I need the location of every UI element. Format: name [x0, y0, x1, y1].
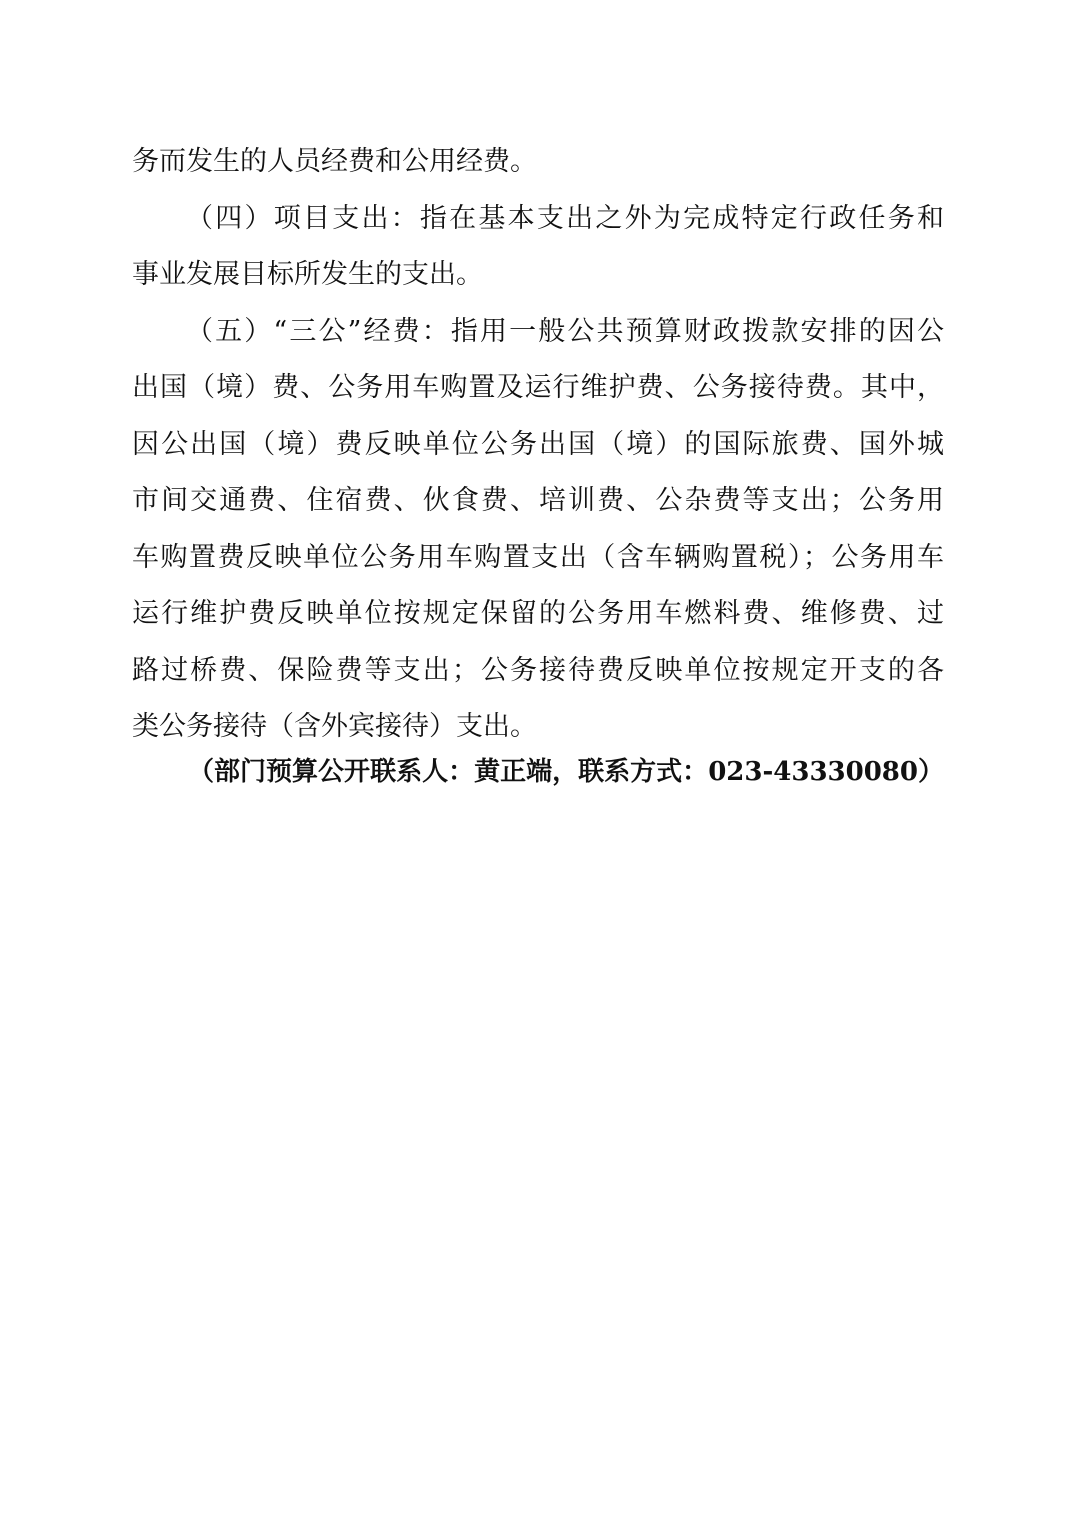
paragraph-line: 车购置费反映单位公务用车购置支出（含车辆购置税）；公务用车 — [132, 541, 944, 573]
body-text — [132, 134, 944, 756]
paragraph-line: 务而发生的人员经费和公用经费。 — [132, 146, 537, 177]
paragraph-line: （五）“三公”经费：指用一般公共预算财政拨款安排的因公 — [186, 315, 944, 347]
paragraph-line: 出国（境）费、公务用车购置及运行维护费、公务接待费。其中， — [132, 372, 944, 403]
paragraph-line: 事业发展目标所发生的支出。 — [132, 259, 483, 290]
paragraph-line: 运行维护费反映单位按规定保留的公务用车燃料费、维修费、过 — [132, 598, 944, 629]
paragraph-line: 因公出国（境）费反映单位公务出国（境）的国际旅费、国外城 — [132, 428, 944, 460]
contact-info: （部门预算公开联系人：黄正端，联系方式：023-43330080） — [188, 757, 944, 787]
paragraph-line: （四）项目支出：指在基本支出之外为完成特定行政任务和 — [186, 202, 944, 234]
paragraph-line: 路过桥费、保险费等支出；公务接待费反映单位按规定开支的各 — [132, 654, 944, 686]
paragraph-line: 类公务接待（含外宾接待）支出。 — [132, 711, 537, 742]
paragraph-line: 市间交通费、住宿费、伙食费、培训费、公杂费等支出；公务用 — [132, 485, 944, 516]
